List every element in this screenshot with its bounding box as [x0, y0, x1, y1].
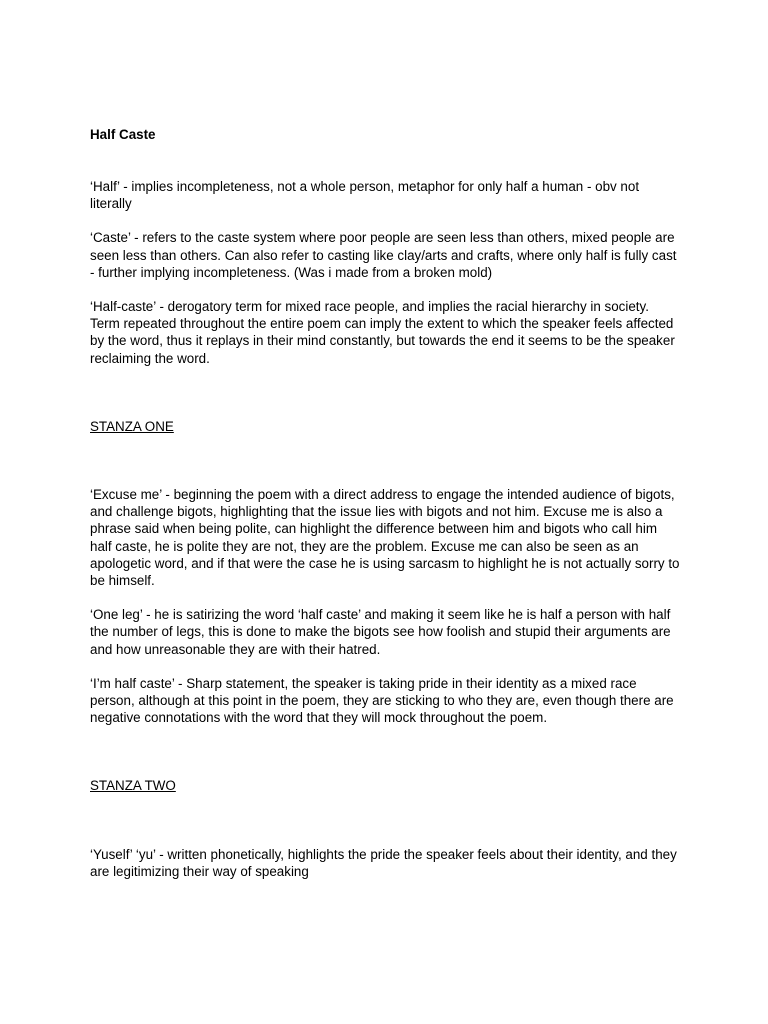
stanza-one-heading: STANZA ONE	[90, 418, 174, 434]
document-page	[90, 126, 680, 880]
document-title: Half Caste	[90, 127, 156, 142]
stanza-two-heading: STANZA TWO	[90, 778, 176, 794]
stanza-two-paragraph-yuself: ‘Yuself’ ‘yu’ - written phonetically, highlights the pride the speaker feels about their identity, and they are legitimizing their way of speaking	[90, 846, 677, 879]
stanza-one-paragraph-im-half-caste: ‘I’m half caste’ - Sharp statement, the speaker is taking pride in their identity as a mixed race person, although at this point in the poem, they are sticking to who they are, even though there are negative connotations with the word that they will mock throughout the poem.	[90, 675, 674, 726]
stanza-one-paragraph-one-leg: ‘One leg’ - he is satirizing the word ‘half caste’ and making it seem like he is half a person with half the number of legs, this is done to make the bigots see how foolish and stupid their arguments are and how unreasonable they are with their hatred.	[90, 607, 671, 657]
stanza-one-paragraph-excuse-me: ‘Excuse me’ - beginning the poem with a direct address to engage the intended audience of bigots, and challenge bigots, highlighting that the issue lies with bigots and not him. Excuse me is also a phrase said when being polite, can highlight the difference between him and bigots who call him half caste, he is polite they are not, they are the problem. Excuse me can also be seen as an apologetic word, and if that were the case he is using sarcasm to highlight he is not actually sorry to be himself.	[90, 487, 680, 589]
intro-paragraph-caste: ‘Caste’ - refers to the caste system where poor people are seen less than others, mixed people are seen less than others. Can also refer to casting like clay/arts and crafts, where only half is fully cast - further implying incompleteness. (Was i made from a broken mold)	[90, 230, 677, 280]
intro-paragraph-half: ‘Half’ - implies incompleteness, not a whole person, metaphor for only half a human - obv not literally	[90, 179, 640, 212]
intro-paragraph-half-caste: ‘Half-caste’ - derogatory term for mixed race people, and implies the racial hierarchy in society. Term repeated throughout the entire poem can imply the extent to which the speaker feels affected by the word, thus it replays in their mind constantly, but towards the end it seems to be the speaker reclaiming the word.	[90, 299, 675, 366]
